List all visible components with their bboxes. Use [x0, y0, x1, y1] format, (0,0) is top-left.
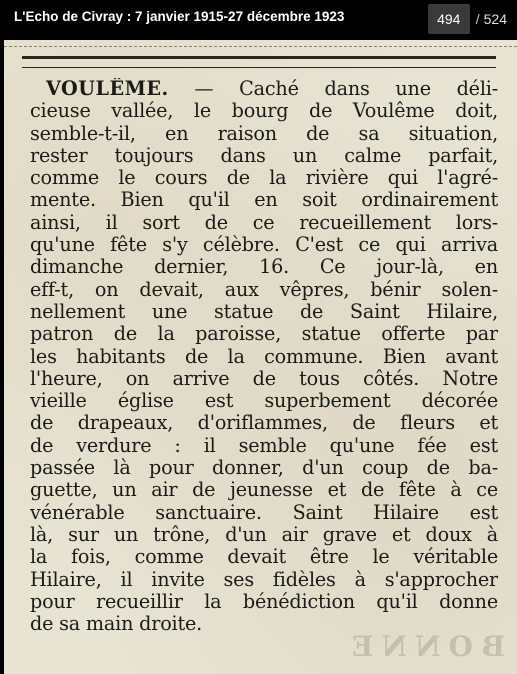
article-line: la fois, comme devait être le véritable — [30, 546, 498, 569]
article-line: ainsi, il sort de ce recueillement lors- — [30, 211, 498, 234]
column-edge-rule — [4, 40, 517, 47]
page-number-input[interactable]: 494 — [428, 4, 470, 34]
article-body — [30, 78, 500, 635]
article-line: les habitants de la commune. Bien avant — [30, 345, 498, 368]
document-title: L'Echo de Civray : 7 janvier 1915-27 décembre 1923 — [14, 9, 345, 24]
page-counter — [428, 4, 507, 34]
article-line: de drapeaux, d'oriflammes, de fleurs et — [30, 412, 498, 435]
article-line: pour recueillir la bénédiction qu'il donne — [30, 590, 498, 613]
article-line: patron de la paroisse, statue offerte par — [30, 323, 498, 346]
article-line: mente. Bien qu'il en soit ordinairement — [30, 189, 498, 212]
section-rule — [22, 56, 496, 68]
article-line: qu'une fête s'y célèbre. C'est ce qui arriva — [30, 234, 498, 257]
article-line: vénérable sanctuaire. Saint Hilaire est — [30, 501, 498, 524]
article-line: dimanche dernier, 16. Ce jour-là, en — [30, 256, 498, 279]
viewer-header — [0, 0, 517, 38]
article-line: nellement une statue de Saint Hilaire, — [30, 300, 498, 323]
page-total: 524 — [483, 11, 507, 27]
article-line: semble-t-il, en raison de sa situation, — [30, 122, 498, 145]
bleed-through-text: BONNE — [344, 630, 506, 663]
article-line: de verdure : il semble qu'une fée est — [30, 434, 498, 457]
article-line: passée là pour donner, d'un coup de ba- — [30, 457, 498, 480]
article-line-text: — Caché dans une déli- — [168, 78, 498, 100]
article-line: cieuse vallée, le bourg de Voulême doit, — [30, 100, 498, 123]
article-line: comme le cours de la rivière qui l'agré- — [30, 167, 498, 190]
article-line: Hilaire, il invite ses fidèles à s'approcher — [30, 568, 498, 591]
page-separator: / — [475, 11, 480, 27]
scanned-page — [4, 40, 517, 674]
article-line: eff-t, on devait, aux vêpres, bénir solen- — [30, 278, 498, 301]
article-line: guette, un air de jeunesse et de fête à ce — [30, 479, 498, 502]
article-heading: VOULÊME. — [46, 78, 169, 100]
article-line: là, sur un trône, d'un air grave et doux à — [30, 523, 498, 546]
article-line: de sa main droite. — [30, 613, 203, 636]
article-line: vieille église est superbement décorée — [30, 390, 498, 413]
article-line: l'heure, on arrive de tous côtés. Notre — [30, 367, 498, 390]
article-line: rester toujours dans un calme parfait, — [30, 144, 498, 167]
article-line — [30, 78, 498, 100]
